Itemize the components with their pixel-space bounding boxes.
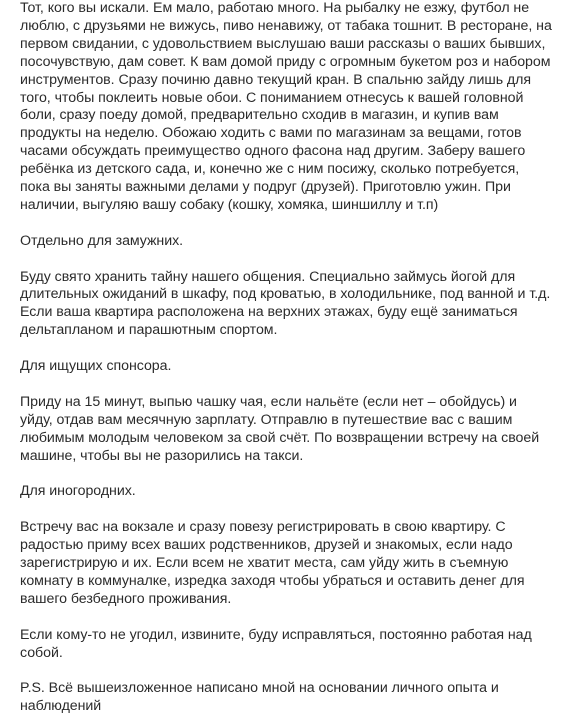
paragraph-sponsor: Приду на 15 минут, выпью чашку чая, если нальёте (если нет – обойдусь) и уйду, отдав вам месячную зарплату. Отправлю в путешествие вас с вашим любимым молодым человеком за свой счёт. По возвращении встречу на своей машине, чтобы вы не разорились на такси.	[20, 393, 540, 464]
paragraph-out-of-town: Встречу вас на вокзале и сразу повезу регистрировать в свою квартиру. С радостью приму всех ваших родственников, друзей и знакомых, если надо зарегистрирую и их. Если всем не хватит места, сам уйду жить в съемную комнату в коммуналке, изредка заходя чтобы убраться и оставить денег для вашего безбедного проживания.	[20, 519, 525, 607]
heading-married: Отдельно для замужних.	[20, 232, 184, 249]
paragraph-ps: P.S. Всё вышеизложенное написано мной на основании личного опыта и наблюдений	[20, 680, 499, 715]
post-body	[20, 0, 552, 716]
paragraph-intro: Тот, кого вы искали. Ем мало, работаю много. На рыбалку не езжу, футбол не люблю, с друзьями не вижусь, пиво ненавижу, от табака тошнит. В ресторане, на первом свидании, с удовольствием выслушаю ваши рассказы о ваших бывших, посочувствую, дам совет. К вам домой приду с огромным букетом роз и набором инструментов. Сразу починю давно текущий кран. В спальню зайду лишь для того, чтобы поклеить новые обои. С пониманием отнесусь к вашей головной боли, сразу поеду домой, предварительно сходив в магазин, и купив вам продукты на неделю. Обожаю ходить с вами по магазинам за вещами, готов часами обсуждать преимущество одного фасона над другим. Заберу вашего ребёнка из детского сада, и, конечно же с ним посижу, сколько потребуется, пока вы заняты важными делами у подруг (друзей). Приготовлю ужин. При наличии, выгуляю вашу собаку (кошку, хомяка, шиншиллу и т.п)	[20, 0, 552, 213]
paragraph-apology: Если кому-то не угодил, извините, буду исправляться, постоянно работая над собой.	[20, 626, 532, 661]
heading-out-of-town: Для иногородних.	[20, 483, 136, 500]
heading-sponsor: Для ищущих спонсора.	[20, 358, 172, 375]
paragraph-married: Буду свято хранить тайну нашего общения. Специально займусь йогой для длительных ожиданий в шкафу, под кроватью, в холодильнике, под ванной и т.д. Если ваша квартира расположена на верхних этажах, буду ещё заниматься дельтапланом и парашютным спортом.	[20, 268, 551, 339]
